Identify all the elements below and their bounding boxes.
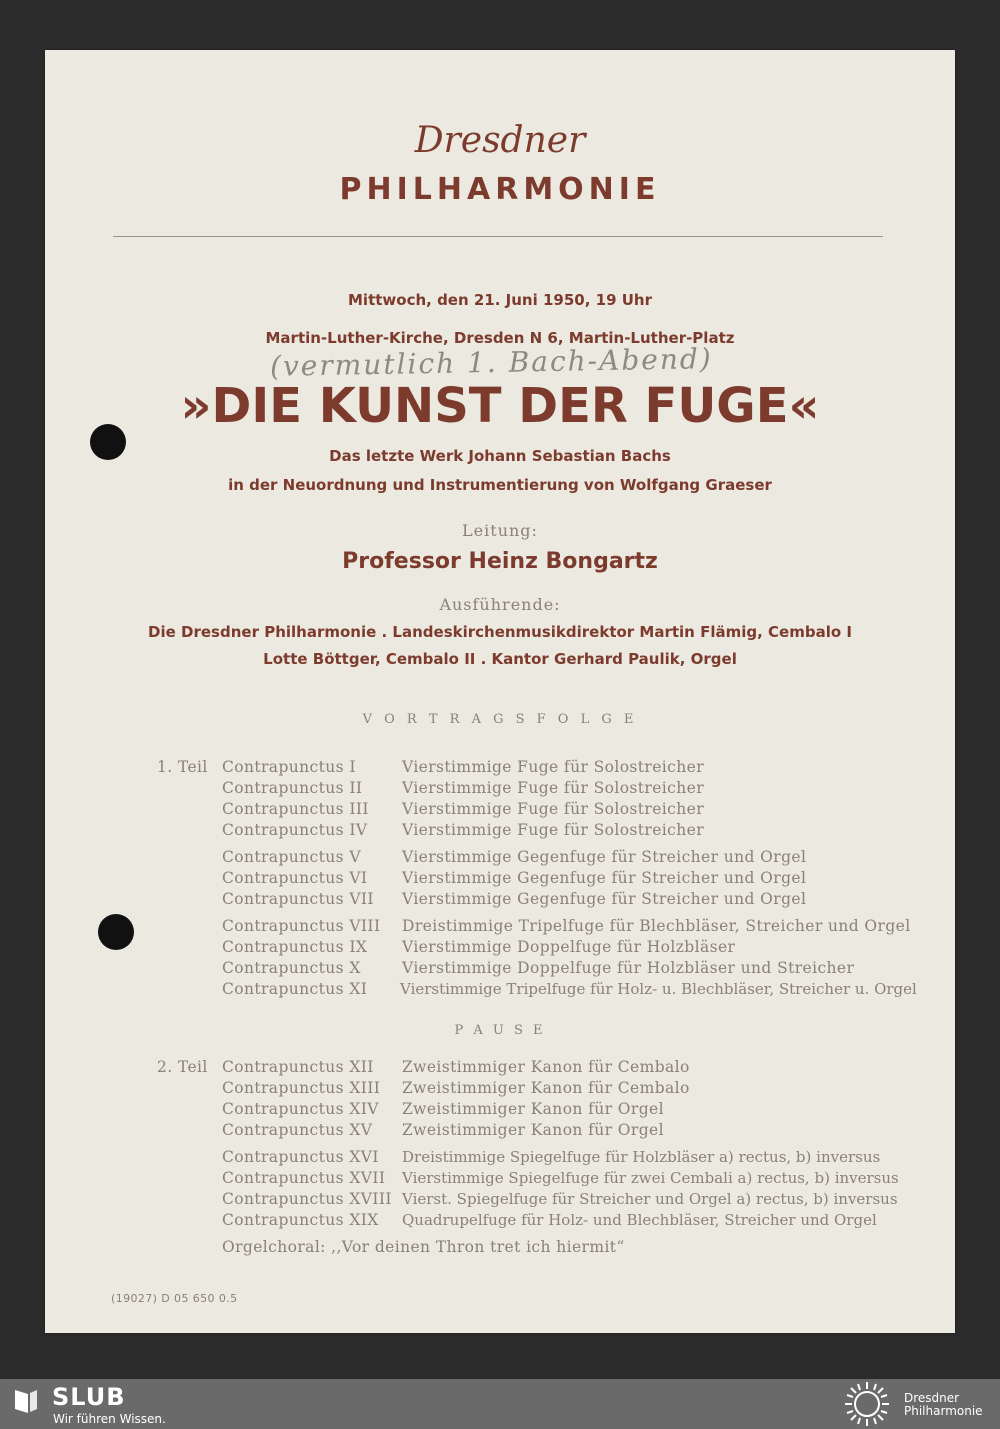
slub-book-icon: [12, 1387, 40, 1415]
part-2-desc: Quadrupelfuge für Holz- und Blechbläser, Streicher und Orgel: [402, 1211, 877, 1229]
conductor-name: Professor Heinz Bongartz: [342, 549, 658, 574]
part-2-piece: Contrapunctus XIX: [222, 1211, 379, 1229]
program-sheet: [45, 50, 955, 1333]
brand-top: Dresdner: [414, 120, 586, 161]
part-2-piece: Contrapunctus XIV: [222, 1100, 379, 1118]
slub-title: SLUB: [52, 1383, 126, 1411]
pause-heading: P A U S E: [454, 1023, 546, 1038]
part-1-piece: Contrapunctus IX: [222, 938, 368, 956]
part-1-piece: Contrapunctus VI: [222, 869, 368, 887]
handwritten-note: (vermutlich 1. Bach-Abend): [269, 342, 713, 383]
partner-line-1: Dresdner: [904, 1391, 960, 1405]
brand-main: PHILHARMONIE: [339, 172, 661, 207]
part-1-desc: Vierstimmige Gegenfuge für Streicher und Orgel: [402, 869, 807, 887]
header-divider: [113, 236, 883, 237]
part-2-piece: Contrapunctus XVIII: [222, 1190, 392, 1208]
part-2-piece: Contrapunctus XVI: [222, 1148, 379, 1166]
part-1-piece: Contrapunctus IV: [222, 821, 368, 839]
part-1-piece: Contrapunctus V: [222, 848, 361, 866]
part-2-desc: Zweistimmiger Kanon für Cembalo: [402, 1058, 690, 1076]
part-2-desc: Vierst. Spiegelfuge für Streicher und Orgel a) rectus, b) inversus: [402, 1190, 898, 1208]
part-2-desc: Zweistimmiger Kanon für Orgel: [402, 1121, 664, 1139]
punch-hole-bottom: [98, 914, 134, 950]
part-1-desc: Vierstimmige Doppelfuge für Holzbläser und Streicher: [402, 959, 855, 977]
leitung-label: Leitung:: [462, 521, 538, 540]
part-2-piece: Contrapunctus XIII: [222, 1079, 381, 1097]
part-2-desc: Zweistimmiger Kanon für Cembalo: [402, 1079, 690, 1097]
part-2-piece: Contrapunctus XVII: [222, 1169, 386, 1187]
event-date: Mittwoch, den 21. Juni 1950, 19 Uhr: [348, 291, 652, 309]
part-1-desc: Vierstimmige Fuge für Solostreicher: [402, 779, 704, 797]
part-1-desc: Vierstimmige Tripelfuge für Holz- u. Blechbläser, Streicher u. Orgel: [400, 980, 917, 998]
subtitle-1: Das letzte Werk Johann Sebastian Bachs: [329, 447, 671, 465]
part-1-desc: Vierstimmige Fuge für Solostreicher: [402, 758, 704, 776]
partner-line-2: Philharmonie: [904, 1404, 983, 1418]
part-1-desc: Vierstimmige Doppelfuge für Holzbläser: [402, 938, 736, 956]
performers-line-2: Lotte Böttger, Cembalo II . Kantor Gerhard Paulik, Orgel: [263, 650, 737, 668]
part-1-piece: Contrapunctus VII: [222, 890, 374, 908]
part-2-desc: Dreistimmige Spiegelfuge für Holzbläser a) rectus, b) inversus: [402, 1148, 881, 1166]
part-1-piece: Contrapunctus X: [222, 959, 361, 977]
print-code: (19027) D 05 650 0.5: [111, 1292, 238, 1305]
slub-subtitle: Wir führen Wissen.: [53, 1412, 166, 1426]
concert-title: »DIE KUNST DER FUGE«: [180, 378, 820, 434]
part-1-piece: Contrapunctus III: [222, 800, 369, 818]
part-1-piece: Contrapunctus XI: [222, 980, 368, 998]
subtitle-2: in der Neuordnung und Instrumentierung von Wolfgang Graeser: [228, 476, 772, 494]
part-1-piece: Contrapunctus II: [222, 779, 363, 797]
philharmonie-logo-icon: [842, 1380, 892, 1428]
orgelchoral: Orgelchoral: ,,Vor deinen Thron tret ich hiermit“: [222, 1238, 625, 1256]
part-1-piece: Contrapunctus VIII: [222, 917, 381, 935]
part-1-label: 1. Teil: [157, 758, 208, 776]
part-1-piece: Contrapunctus I: [222, 758, 356, 776]
part-2-piece: Contrapunctus XII: [222, 1058, 374, 1076]
part-1-desc: Vierstimmige Fuge für Solostreicher: [402, 800, 704, 818]
footer-bar: [0, 1379, 1000, 1429]
part-2-desc: Zweistimmiger Kanon für Orgel: [402, 1100, 664, 1118]
part-1-desc: Vierstimmige Fuge für Solostreicher: [402, 821, 704, 839]
ausfuehrende-label: Ausführende:: [439, 595, 561, 614]
philharmonie-wordmark: [904, 1392, 983, 1418]
part-1-desc: Vierstimmige Gegenfuge für Streicher und Orgel: [402, 848, 807, 866]
part-2-desc: Vierstimmige Spiegelfuge für zwei Cembali a) rectus, b) inversus: [402, 1169, 899, 1187]
program-heading: V O R T R A G S F O L G E: [362, 712, 638, 727]
part-1-desc: Dreistimmige Tripelfuge für Blechbläser, Streicher und Orgel: [402, 917, 911, 935]
part-2-label: 2. Teil: [157, 1058, 208, 1076]
event-venue: Martin-Luther-Kirche, Dresden N 6, Martin-Luther-Platz: [265, 329, 735, 347]
performers-line-1: Die Dresdner Philharmonie . Landeskirchenmusikdirektor Martin Flämig, Cembalo I: [148, 623, 852, 641]
part-1-desc: Vierstimmige Gegenfuge für Streicher und Orgel: [402, 890, 807, 908]
part-2-piece: Contrapunctus XV: [222, 1121, 373, 1139]
